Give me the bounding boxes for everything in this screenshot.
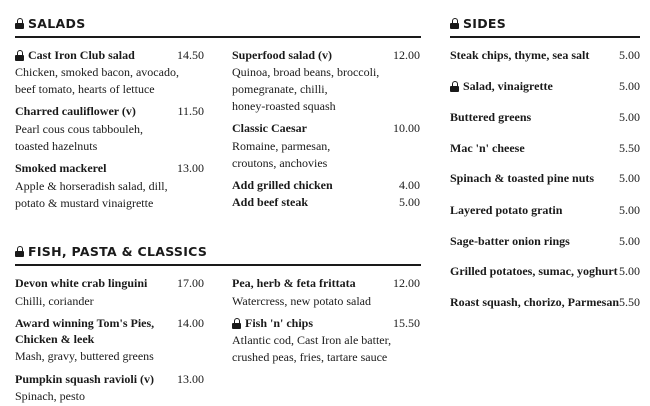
side-name: Salad, vinaigrette xyxy=(463,79,553,93)
side-item xyxy=(450,141,525,156)
item-price: 17.00 xyxy=(177,276,204,290)
side-item xyxy=(450,264,618,279)
item-name: Superfood salad (v) xyxy=(232,48,333,62)
sides-divider xyxy=(450,36,640,38)
menu-item-toms-pies-line2 xyxy=(15,332,94,347)
item-name: Chicken & leek xyxy=(15,332,95,346)
side-name: Sage-batter onion rings xyxy=(450,234,570,248)
side-price: 5.00 xyxy=(619,79,640,93)
lock-icon xyxy=(15,50,24,61)
item-price: 12.00 xyxy=(393,276,420,290)
item-name: Add grilled chicken xyxy=(232,178,333,192)
item-price: 15.50 xyxy=(393,316,420,330)
item-description: Mash, gravy, buttered greens xyxy=(15,349,154,363)
item-price: 14.50 xyxy=(177,48,204,62)
menu-item-smoked-mackerel xyxy=(15,161,106,176)
side-price: 5.00 xyxy=(619,203,640,217)
menu-item-superfood-salad xyxy=(232,48,332,63)
side-price: 5.00 xyxy=(619,264,640,278)
side-name: Steak chips, thyme, sea salt xyxy=(450,48,590,62)
side-name: Spinach & toasted pine nuts xyxy=(450,171,595,185)
side-price: 5.50 xyxy=(619,295,640,309)
item-name: Add beef steak xyxy=(232,195,309,209)
side-name: Grilled potatoes, sumac, yoghurt xyxy=(450,264,618,278)
fish-divider xyxy=(15,264,421,266)
item-description: honey-roasted squash xyxy=(232,99,336,113)
item-price: 11.50 xyxy=(177,104,204,118)
item-name: Award winning Tom's Pies, xyxy=(15,316,155,330)
menu-item-fish-n-chips xyxy=(232,316,313,331)
item-description: crushed peas, fries, tartare sauce xyxy=(232,350,388,364)
lock-icon xyxy=(450,81,459,92)
item-description: Spinach, pesto xyxy=(15,389,85,403)
side-name: Layered potato gratin xyxy=(450,203,563,217)
salads-section-title xyxy=(15,16,86,31)
side-item xyxy=(450,203,562,218)
item-price: 5.00 xyxy=(399,195,420,209)
side-price: 5.00 xyxy=(619,110,640,124)
lock-icon xyxy=(232,318,241,329)
item-price: 4.00 xyxy=(399,178,420,192)
item-description: Atlantic cod, Cast Iron ale batter, xyxy=(232,333,392,347)
item-description: Romaine, parmesan, xyxy=(232,139,331,153)
item-description: potato & mustard vinaigrette xyxy=(15,196,154,210)
item-description: Watercress, new potato salad xyxy=(232,294,371,308)
salads-title-text: SALADS xyxy=(28,16,86,31)
side-item xyxy=(450,171,594,186)
side-item xyxy=(450,295,619,310)
side-name: Mac 'n' cheese xyxy=(450,141,525,155)
menu-item-add-grilled-chicken xyxy=(232,178,333,193)
item-name: Devon white crab linguini xyxy=(15,276,148,290)
item-price: 13.00 xyxy=(177,161,204,175)
item-name: Pea, herb & feta frittata xyxy=(232,276,356,290)
salads-divider xyxy=(15,36,421,38)
fish-title-text: FISH, PASTA & CLASSICS xyxy=(28,244,208,259)
item-name: Cast Iron Club salad xyxy=(28,48,135,62)
fish-section-title xyxy=(15,244,207,259)
item-description: beef tomato, hearts of lettuce xyxy=(15,82,155,96)
side-price: 5.00 xyxy=(619,234,640,248)
menu-item-add-beef-steak xyxy=(232,195,308,210)
menu-item-pumpkin-ravioli xyxy=(15,372,154,387)
lock-icon xyxy=(15,18,24,29)
side-item xyxy=(450,79,553,94)
side-price: 5.50 xyxy=(619,141,640,155)
menu-item-classic-caesar xyxy=(232,121,307,136)
item-description: Pearl cous cous tabbouleh, xyxy=(15,122,143,136)
lock-icon xyxy=(450,18,459,29)
item-description: pomegranate, chilli, xyxy=(232,82,328,96)
side-name: Roast squash, chorizo, Parmesan xyxy=(450,295,620,309)
lock-icon xyxy=(15,246,24,257)
menu-item-cast-iron-club-salad xyxy=(15,48,135,63)
item-description: croutons, anchovies xyxy=(232,156,328,170)
item-price: 14.00 xyxy=(177,316,204,330)
item-description: Quinoa, broad beans, broccoli, xyxy=(232,65,380,79)
item-name: Classic Caesar xyxy=(232,121,307,135)
menu-item-toms-pies xyxy=(15,316,154,331)
item-description: toasted hazelnuts xyxy=(15,139,98,153)
item-price: 10.00 xyxy=(393,121,420,135)
menu-item-pea-herb-frittata xyxy=(232,276,356,291)
item-name: Smoked mackerel xyxy=(15,161,107,175)
item-price: 12.00 xyxy=(393,48,420,62)
menu-item-charred-cauliflower xyxy=(15,104,136,119)
menu-item-devon-crab-linguini xyxy=(15,276,147,291)
side-item xyxy=(450,48,589,63)
item-name: Charred cauliflower (v) xyxy=(15,104,136,118)
side-price: 5.00 xyxy=(619,48,640,62)
item-description: Apple & horseradish salad, dill, xyxy=(15,179,168,193)
item-price: 13.00 xyxy=(177,372,204,386)
sides-section-title xyxy=(450,16,506,31)
sides-title-text: SIDES xyxy=(463,16,507,31)
item-description: Chicken, smoked bacon, avocado, xyxy=(15,65,179,79)
side-item xyxy=(450,110,531,125)
side-item xyxy=(450,234,570,249)
side-name: Buttered greens xyxy=(450,110,532,124)
item-description: Chilli, coriander xyxy=(15,294,94,308)
item-name: Pumpkin squash ravioli (v) xyxy=(15,372,155,386)
side-price: 5.00 xyxy=(619,171,640,185)
item-name: Fish 'n' chips xyxy=(245,316,314,330)
